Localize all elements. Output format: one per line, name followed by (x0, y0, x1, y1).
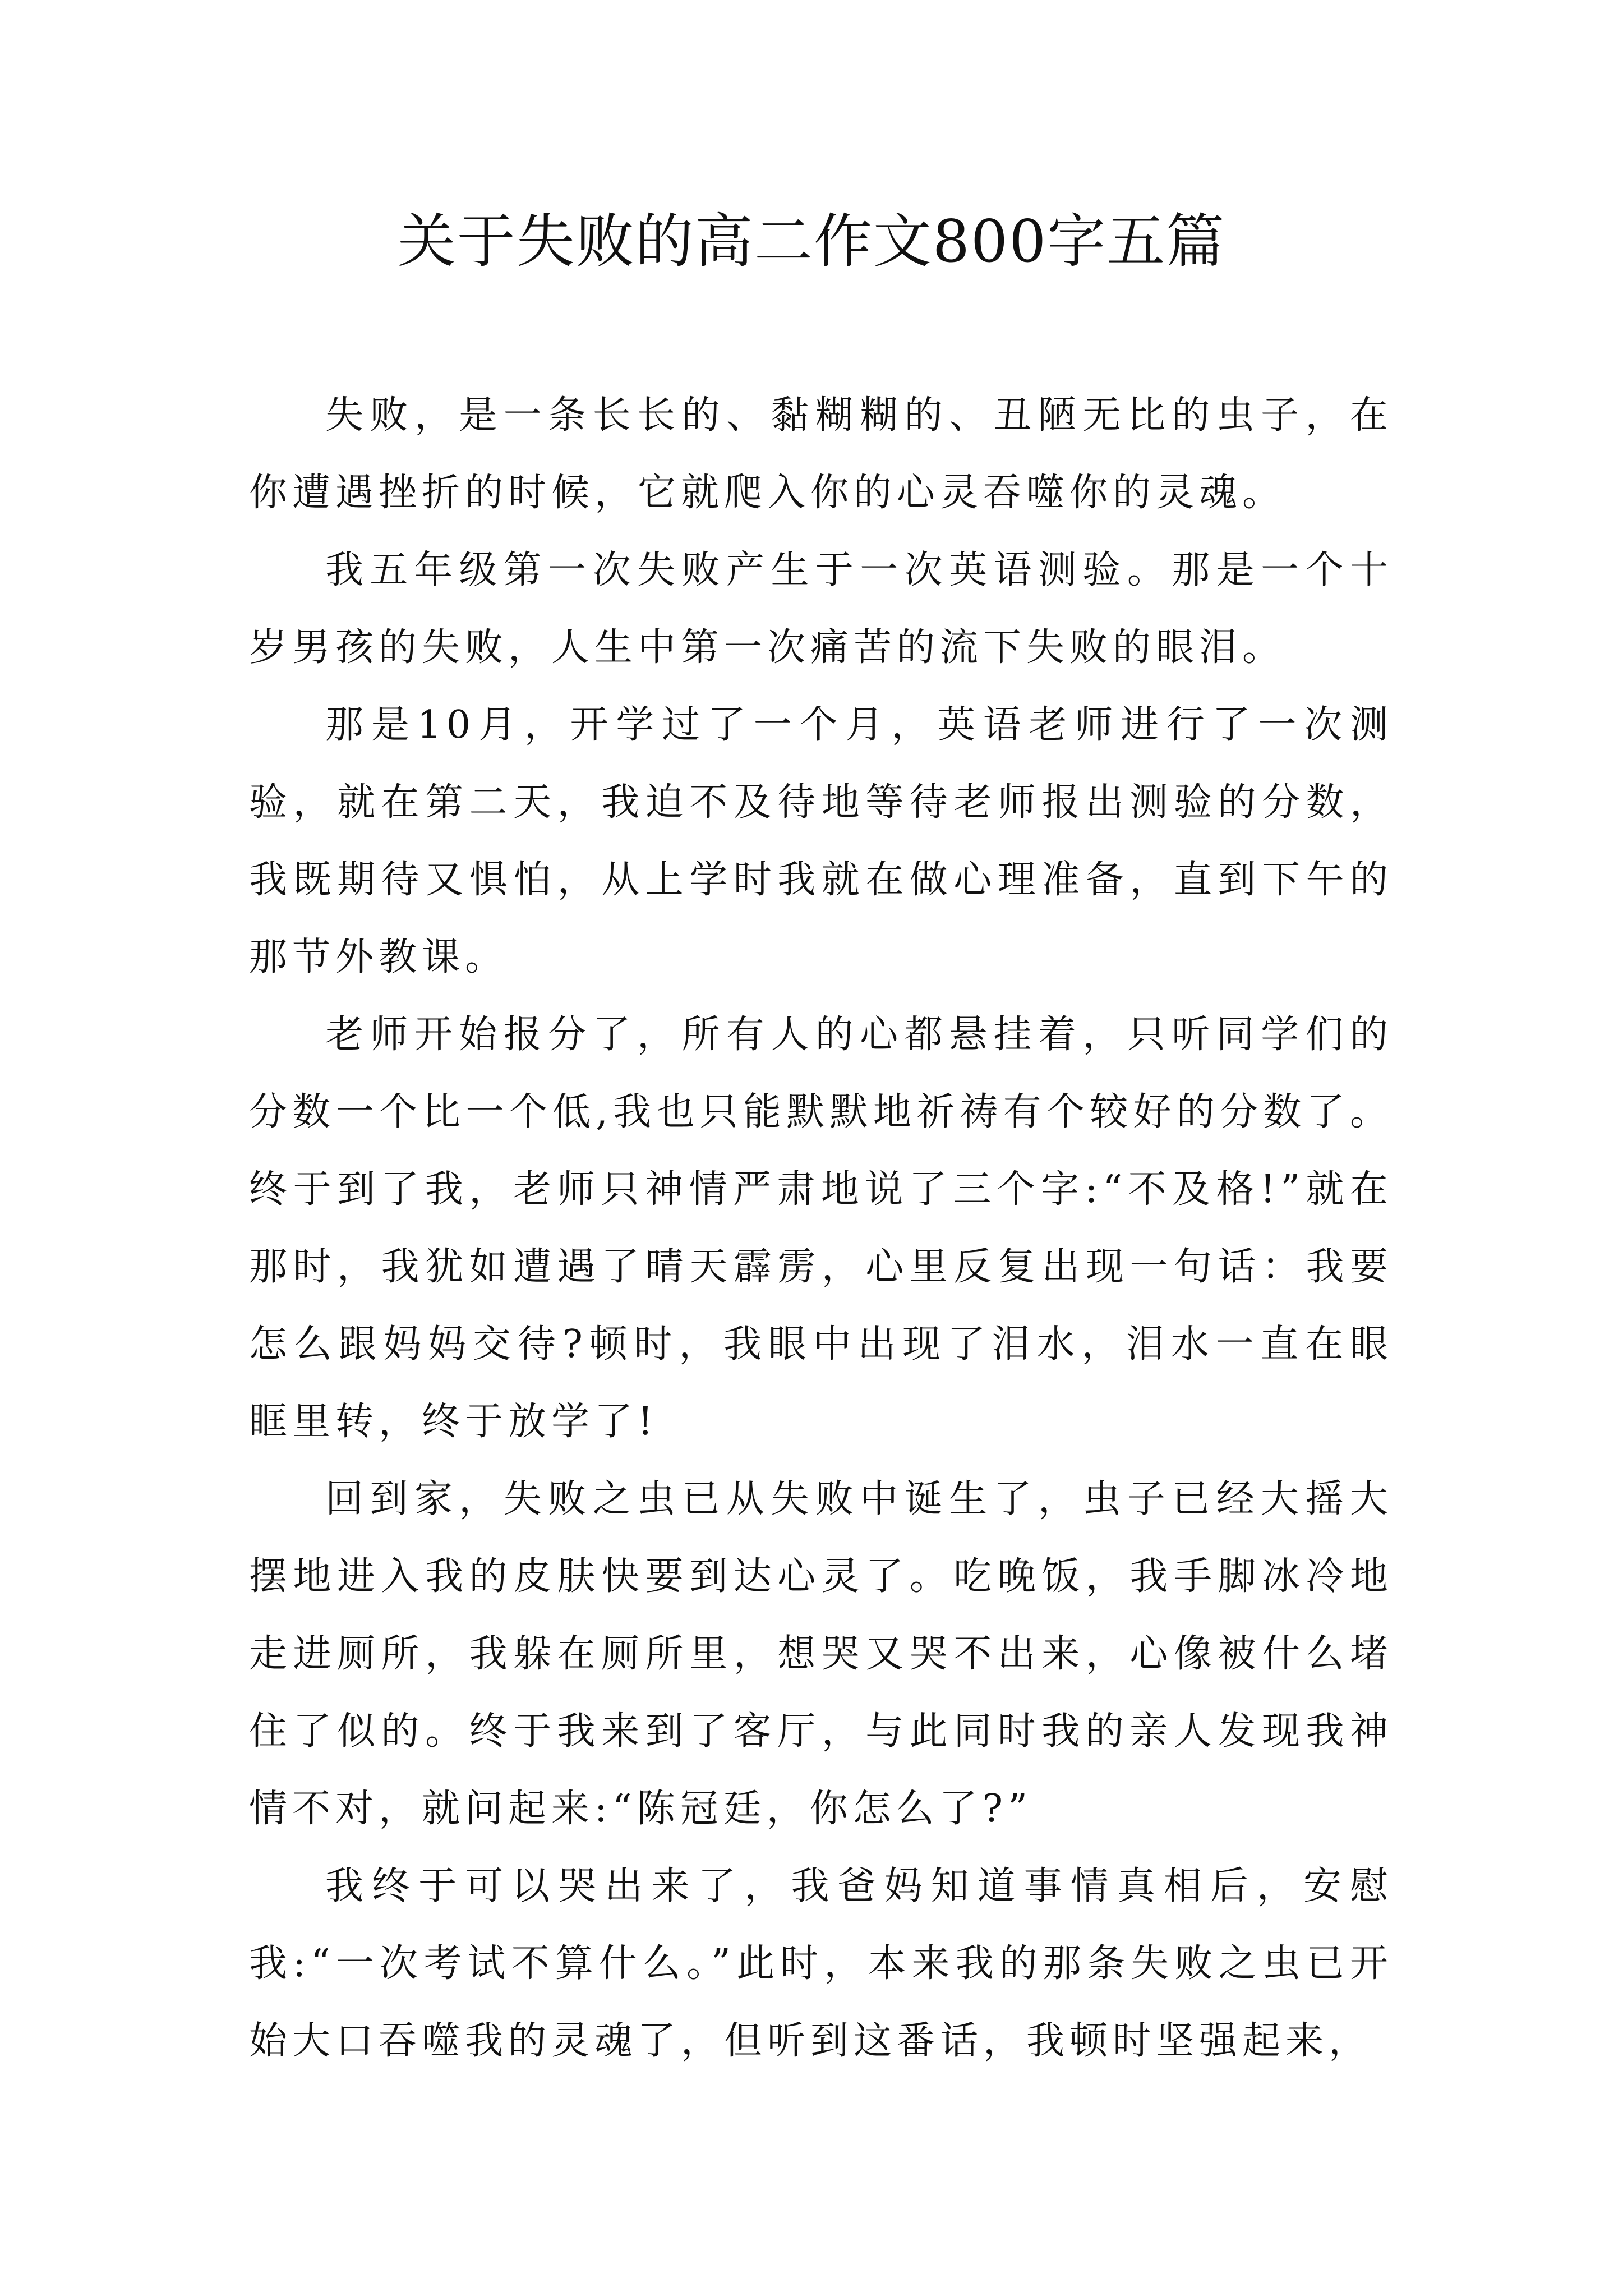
document-body (249, 377, 1393, 2080)
paragraph-5: 回到家，失败之虫已从失败中诞生了，虫子已经大摇大摆地进入我的皮肤快要到达心灵了。吃晚饭，我手脚冰冷地走进厕所，我躲在厕所里，想哭又哭不出来，心像被什么堵住了似的。终于我来到了客厅，与此同时我的亲人发现我神情不对，就问起来:“陈冠廷，你怎么了?” (249, 1477, 1393, 1831)
paragraph-6: 我终于可以哭出来了，我爸妈知道事情真相后，安慰我:“一次考试不算什么。”此时，本来我的那条失败之虫已开始大口吞噬我的灵魂了，但听到这番话，我顿时坚强起来， (249, 1864, 1393, 2063)
paragraph-4: 老师开始报分了，所有人的心都悬挂着，只听同学们的分数一个比一个低,我也只能默默地祈祷有个较好的分数了。终于到了我，老师只神情严肃地说了三个字:“不及格!”就在那时，我犹如遭遇了晴天霹雳，心里反复出现一句话：我要怎么跟妈妈交待?顿时，我眼中出现了泪水，泪水一直在眼眶里转，终于放学了! (249, 1013, 1393, 1444)
document-title: 关于失败的高二作文800字五篇 (397, 207, 1226, 275)
paragraph-1: 失败，是一条长长的、黏糊糊的、丑陋无比的虫子，在你遭遇挫折的时候，它就爬入你的心灵吞噬你的灵魂。 (249, 393, 1393, 515)
paragraph-2: 我五年级第一次失败产生于一次英语测验。那是一个十岁男孩的失败，人生中第一次痛苦的流下失败的眼泪。 (249, 548, 1393, 670)
paragraph-3: 那是10月，开学过了一个月，英语老师进行了一次测验，就在第二天，我迫不及待地等待老师报出测验的分数，我既期待又惧怕，从上学时我就在做心理准备，直到下午的那节外教课。 (249, 703, 1393, 979)
